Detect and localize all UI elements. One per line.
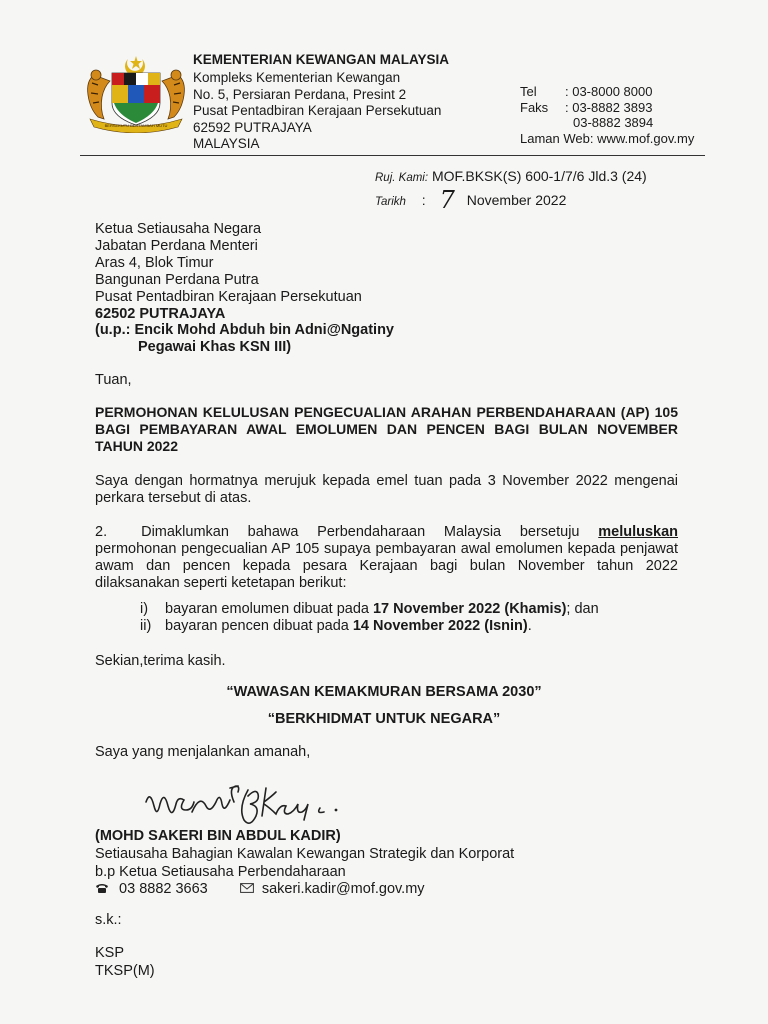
recipient-line: Ketua Setiausaha Negara [95,221,262,237]
svg-text:BERSEKUTU BERTAMBAH MUTU: BERSEKUTU BERTAMBAH MUTU [104,123,168,128]
coat-of-arms-logo [80,53,192,133]
address-line: MALAYSIA [193,136,260,151]
signatory-email: sakeri.kadir@mof.gov.my [261,881,425,897]
fax-label: Faks [520,99,549,115]
ministry-address [193,70,441,153]
motto-berkhidmat: “BERKHIDMAT UNTUK NEGARA” [267,711,501,727]
phone-icon [95,883,109,893]
fax-value: 03-8882 3894 [573,115,654,131]
address-line: 62592 PUTRAJAYA [193,119,312,135]
envelope-icon [240,883,254,893]
cc-recipient: TKSP(M) [95,963,155,979]
recipient-attention: (u.p.: Encik Mohd Abduh bin Adni@Ngatiny [95,322,394,339]
recipient-line: Aras 4, Blok Timur [95,254,214,271]
recipient-attention-title: Pegawai Khas KSN III) [138,339,292,356]
reference-label: Ruj. Kami: [375,172,429,184]
tel-label: Tel [520,84,537,99]
tel-value: : 03-8000 8000 [565,84,653,99]
approval-emphasis: meluluskan [598,524,679,540]
closing-line: Sekian,terima kasih. [95,653,226,669]
paragraph-1: Saya dengan hormatnya merujuk kepada emel tuan pada 3 November 2022 mengenai perkara tersebut di atas. [95,473,678,506]
recipient-postcode: 62502 PUTRAJAYA [95,305,226,322]
motto-wawasan: “WAWASAN KEMAKMURAN BERSAMA 2030” [226,684,542,700]
fax-value: : 03-8882 3893 [565,99,653,115]
ministry-contact [520,84,694,147]
salutation: Tuan, [95,372,132,388]
recipient-line: Jabatan Perdana Menteri [95,237,258,254]
signatory-title: Setiausaha Bahagian Kawalan Kewangan Strategik dan Korporat [95,846,515,862]
address-line: No. 5, Persiaran Perdana, Presint 2 [193,86,407,102]
date-separator: : [421,192,426,208]
decision-list [140,601,599,635]
signatory-contact [95,881,425,897]
list-item: i) bayaran emolumen dibuat pada 17 November 2022 (Khamis); dan [140,601,599,617]
ministry-name: KEMENTERIAN KEWANGAN MALAYSIA [193,52,450,67]
address-line: Kompleks Kementerian Kewangan [193,70,401,85]
address-line: Pusat Pentadbiran Kerajaan Persekutuan [193,103,442,118]
signatory-phone: 03 8882 3663 [119,881,208,897]
cc-label: s.k.: [95,912,122,928]
recipient-line: Bangunan Perdana Putra [95,271,259,288]
paragraph-number: 2. [95,524,108,540]
date-month-year: November 2022 [466,192,567,208]
subject-heading: PERMOHONAN KELULUSAN PENGECUALIAN ARAHAN PERBENDAHARAAN (AP) 105 BAGI PEMBAYARAN AWAL EMOLUMEN DAN PENCEN BAGI BULAN NOVEMBER TAHUN 2022 [95,404,678,454]
date-label: Tarikh [375,196,406,208]
paragraph-2: 2. Dimaklumkan bahawa Perbendaharaan Malaysia bersetuju meluluskan permohonan pengecualian AP 105 supaya pembayaran awal emolumen kepada penjawat awam dan pencen kepada pesara Kerajaan bagi bulan November tahun 2022 dilaksanakan seperti ketetapan berikut: [95,524,679,591]
website: Laman Web: www.mof.gov.my [520,131,695,147]
list-item: ii) bayaran pencen dibuat pada 14 November 2022 (Isnin). [140,618,532,634]
cc-recipient: KSP [95,945,125,961]
reference-number: MOF.BKSK(S) 600-1/7/6 Jld.3 (24) [431,168,647,184]
signatory-name: (MOHD SAKERI BIN ABDUL KADIR) [95,828,341,844]
sign-off: Saya yang menjalankan amanah, [95,744,311,760]
handwritten-signature [140,782,350,830]
reference-block [375,167,647,212]
signatory-on-behalf: b.p Ketua Setiausaha Perbendaharaan [95,864,346,880]
recipient-line: Pusat Pentadbiran Kerajaan Persekutuan [95,288,362,305]
date-day-handwritten: 7 [439,186,455,214]
recipient-address [95,221,394,356]
header-divider [80,155,705,156]
